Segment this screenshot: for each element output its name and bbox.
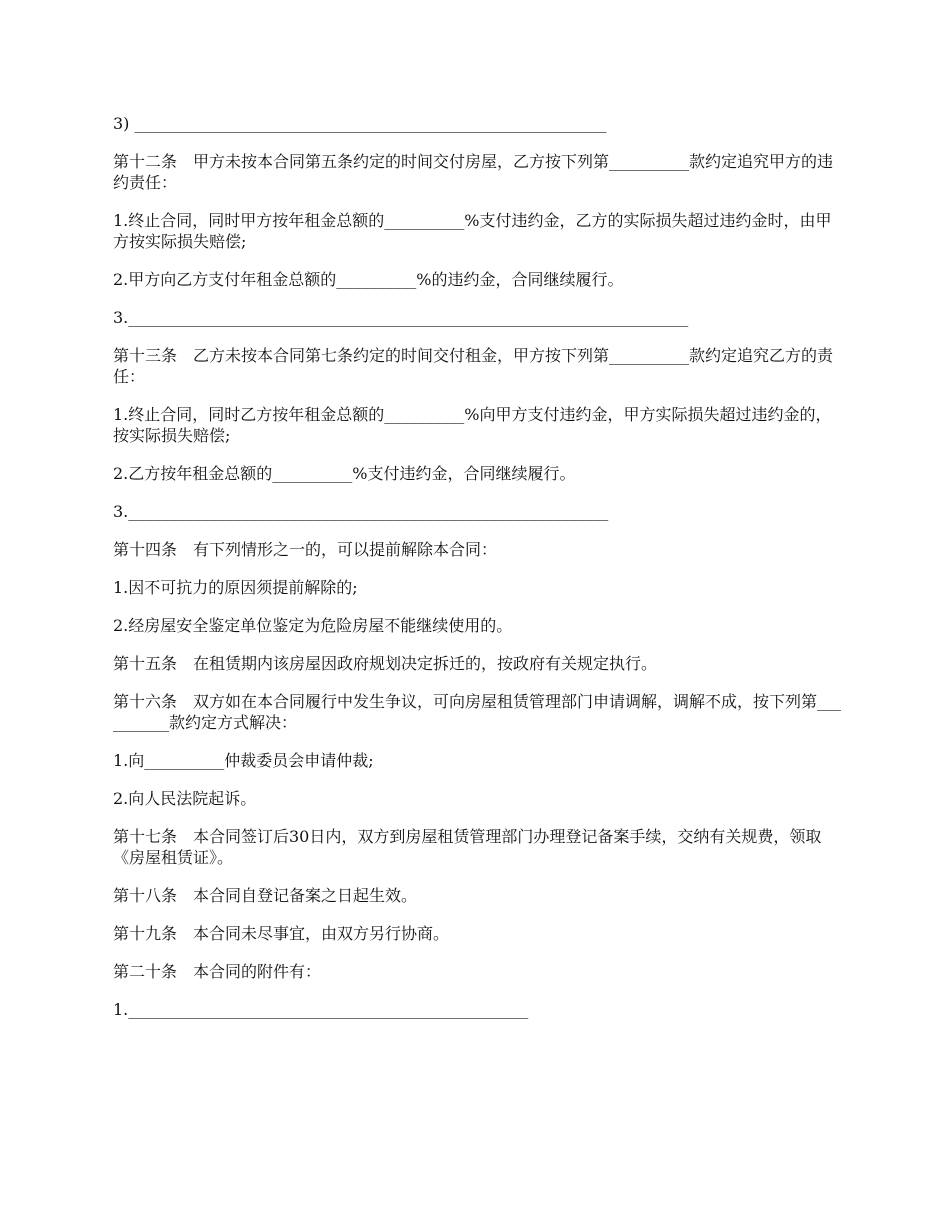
document-page xyxy=(113,113,843,1037)
article-16-clause-1: 1.向__________仲裁委员会申请仲裁; xyxy=(113,751,374,770)
article-20-attachment-1: 1.__________________________________________________ xyxy=(113,1000,529,1019)
article-13-clause-2: 2.乙方按年租金总额的__________%支付违约金，合同继续履行。 xyxy=(113,464,576,483)
article-13-heading: 第十三条 乙方未按本合同第七条约定的时间交付租金，甲方按下列第__________款约定追究乙方的责任： xyxy=(113,346,834,386)
article-13-clause-3: 3.____________________________________________________________ xyxy=(113,502,609,521)
article-19: 第十九条 本合同未尽事宜，由双方另行协商。 xyxy=(113,924,450,943)
article-12-clause-2: 2.甲方向乙方支付年租金总额的__________%的违约金，合同继续履行。 xyxy=(113,270,624,289)
article-18: 第十八条 本合同自登记备案之日起生效。 xyxy=(113,886,418,905)
article-16-clause-2: 2.向人民法院起诉。 xyxy=(113,789,257,808)
article-14-heading: 第十四条 有下列情形之一的，可以提前解除本合同： xyxy=(113,540,498,559)
article-20-heading: 第二十条 本合同的附件有： xyxy=(113,962,322,981)
article-12-clause-3: 3.______________________________________________________________________ xyxy=(113,308,689,327)
article-13-clause-1: 1.终止合同，同时乙方按年租金总额的__________%向甲方支付违约金，甲方实际损失超过违约金的，按实际损失赔偿; xyxy=(113,405,832,445)
article-12-clause-1: 1.终止合同，同时甲方按年租金总额的__________%支付违约金，乙方的实际损失超过违约金时，由甲方按实际损失赔偿; xyxy=(113,211,832,251)
article-12-heading: 第十二条 甲方未按本合同第五条约定的时间交付房屋，乙方按下列第__________款约定追究甲方的违约责任： xyxy=(113,152,834,192)
article-14-clause-1: 1.因不可抗力的原因须提前解除的; xyxy=(113,578,358,597)
article-15: 第十五条 在租赁期内该房屋因政府规划决定拆迁的，按政府有关规定执行。 xyxy=(113,654,658,673)
article-17: 第十七条 本合同签订后30日内，双方到房屋租赁管理部门办理登记备案手续，交纳有关规费，领取《房屋租赁证》。 xyxy=(113,827,822,867)
paragraph-item-3-blank: 3) ___________________________________________________________ xyxy=(113,114,607,133)
article-16-heading: 第十六条 双方如在本合同履行中发生争议，可向房屋租赁管理部门申请调解，调解不成，按下列第__________款约定方式解决： xyxy=(113,692,842,732)
article-14-clause-2: 2.经房屋安全鉴定单位鉴定为危险房屋不能继续使用的。 xyxy=(113,616,513,635)
